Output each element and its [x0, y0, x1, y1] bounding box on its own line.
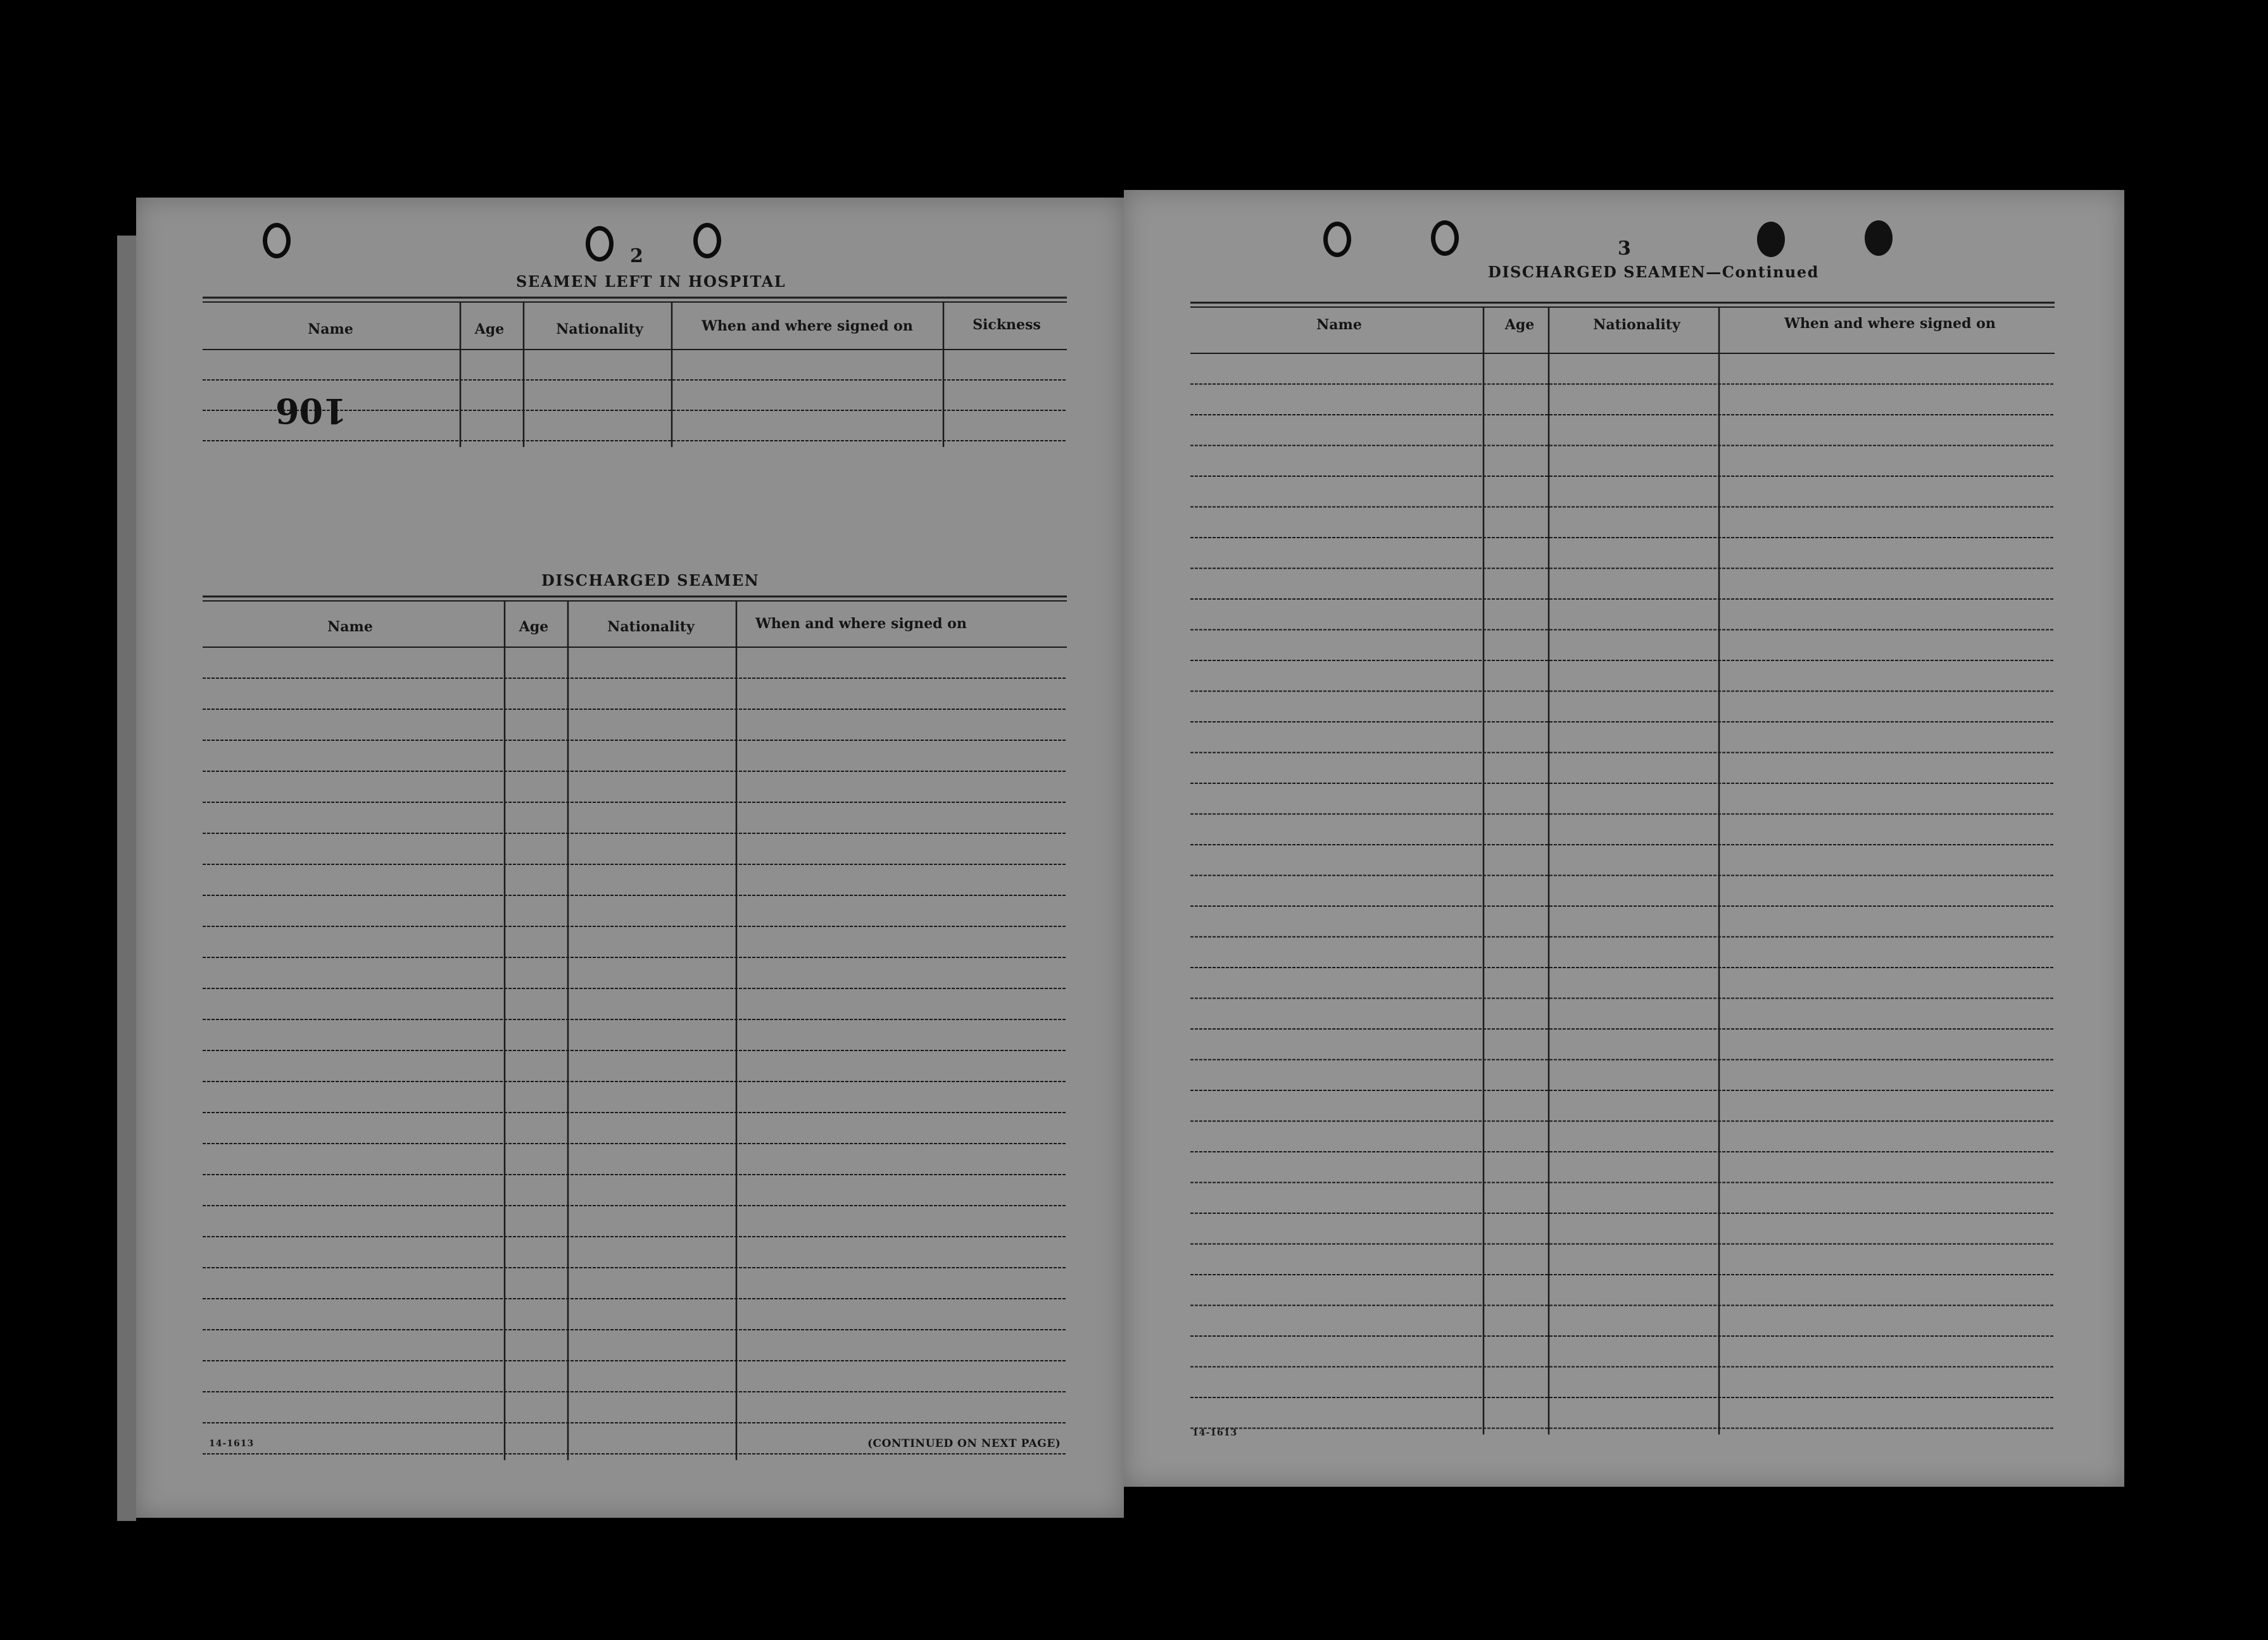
hospital-col-sickness: Sickness — [973, 317, 1041, 333]
right-col-name: Name — [1316, 317, 1362, 333]
handwritten-mark: 106 — [275, 391, 347, 431]
hospital-col-nationality: Nationality — [556, 321, 643, 337]
hospital-col-name: Name — [308, 321, 353, 337]
left-page — [136, 198, 1124, 1518]
discharged-table-grid — [136, 198, 1124, 1518]
right-col-nationality: Nationality — [1593, 317, 1680, 333]
discharged-continued-table-grid — [1124, 190, 2124, 1487]
hospital-col-signed-on: When and where signed on — [702, 318, 913, 334]
discharged-col-signed-on: When and where signed on — [755, 615, 967, 632]
page-number: 2 — [630, 245, 643, 267]
discharged-col-nationality: Nationality — [607, 619, 695, 635]
hospital-col-age: Age — [474, 321, 505, 337]
section-title: DISCHARGED SEAMEN—Continued — [1488, 263, 1819, 281]
page-number: 3 — [1618, 237, 1631, 260]
discharged-col-name: Name — [327, 619, 373, 635]
discharged-section-title: DISCHARGED SEAMEN — [541, 571, 760, 590]
right-page — [1124, 190, 2124, 1487]
form-number: 14-1613 — [1192, 1428, 1238, 1438]
hospital-section-title: SEAMEN LEFT IN HOSPITAL — [516, 272, 786, 291]
form-number: 14-1613 — [209, 1439, 255, 1449]
discharged-col-age: Age — [519, 619, 549, 635]
right-col-signed-on: When and where signed on — [1784, 315, 1996, 332]
right-col-age: Age — [1504, 317, 1535, 333]
continued-note: (CONTINUED ON NEXT PAGE) — [867, 1437, 1061, 1450]
page-edge — [117, 236, 136, 1521]
